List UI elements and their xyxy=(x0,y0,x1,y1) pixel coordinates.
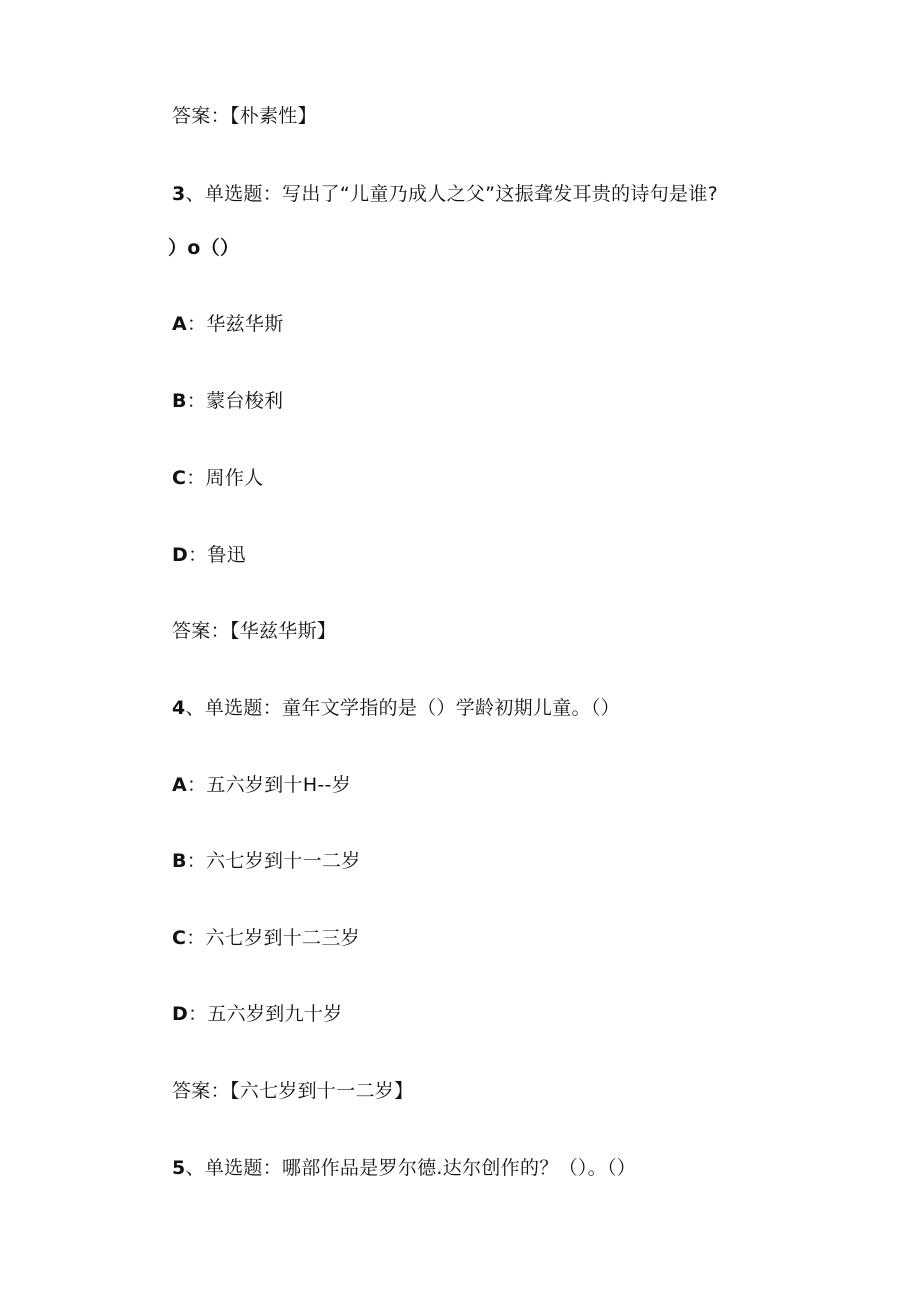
question-number: 3 xyxy=(172,183,186,205)
option-text: ：华兹华斯 xyxy=(187,313,284,335)
option-label: B xyxy=(172,850,187,872)
question-number: 5 xyxy=(172,1157,186,1179)
answer-line-2 xyxy=(172,102,317,130)
option-d xyxy=(172,1000,342,1028)
option-label: B xyxy=(172,390,187,412)
option-c xyxy=(172,464,263,492)
question-text: 、单选题：写出了“儿童乃成人之父”这振聋发耳贵的诗句是谁? xyxy=(185,183,719,205)
option-label: C xyxy=(172,467,187,489)
option-text: ：六七岁到十一二岁 xyxy=(186,850,361,872)
answer-line-3 xyxy=(172,617,336,645)
answer-line-4 xyxy=(172,1077,413,1105)
question-continuation-text: ）o（） xyxy=(168,237,240,259)
question-3-title xyxy=(172,180,718,208)
option-text: ：周作人 xyxy=(186,467,264,489)
option-a xyxy=(172,771,351,799)
question-5-title xyxy=(172,1154,636,1182)
option-b xyxy=(172,847,361,875)
question-text: 、单选题：童年文学指的是（）学龄初期儿童。（） xyxy=(185,697,620,719)
option-c xyxy=(172,924,360,952)
question-number: 4 xyxy=(172,697,186,719)
question-3-continuation xyxy=(168,234,239,262)
option-label: D xyxy=(172,544,189,566)
option-label: D xyxy=(172,1003,189,1025)
question-4-title xyxy=(172,694,620,722)
option-text: ：蒙台梭利 xyxy=(186,390,284,412)
answer-text: 答案：【华兹华斯】 xyxy=(172,620,337,642)
option-text: ：五六岁到十H--岁 xyxy=(187,774,352,796)
answer-text: 答案：【朴素性】 xyxy=(172,105,317,127)
option-a xyxy=(172,310,284,338)
option-label: A xyxy=(172,774,188,796)
option-text: ：六七岁到十二三岁 xyxy=(186,927,360,949)
option-d xyxy=(172,541,246,569)
option-text: ：五六岁到九十岁 xyxy=(188,1003,343,1025)
option-label: C xyxy=(172,927,187,949)
answer-text: 答案：【六七岁到十一二岁】 xyxy=(172,1080,414,1102)
option-text: ：鲁迅 xyxy=(188,544,246,566)
option-label: A xyxy=(172,313,188,335)
option-b xyxy=(172,387,283,415)
question-text: 、单选题：哪部作品是罗尔德.达尔创作的？（）。（） xyxy=(185,1157,637,1179)
